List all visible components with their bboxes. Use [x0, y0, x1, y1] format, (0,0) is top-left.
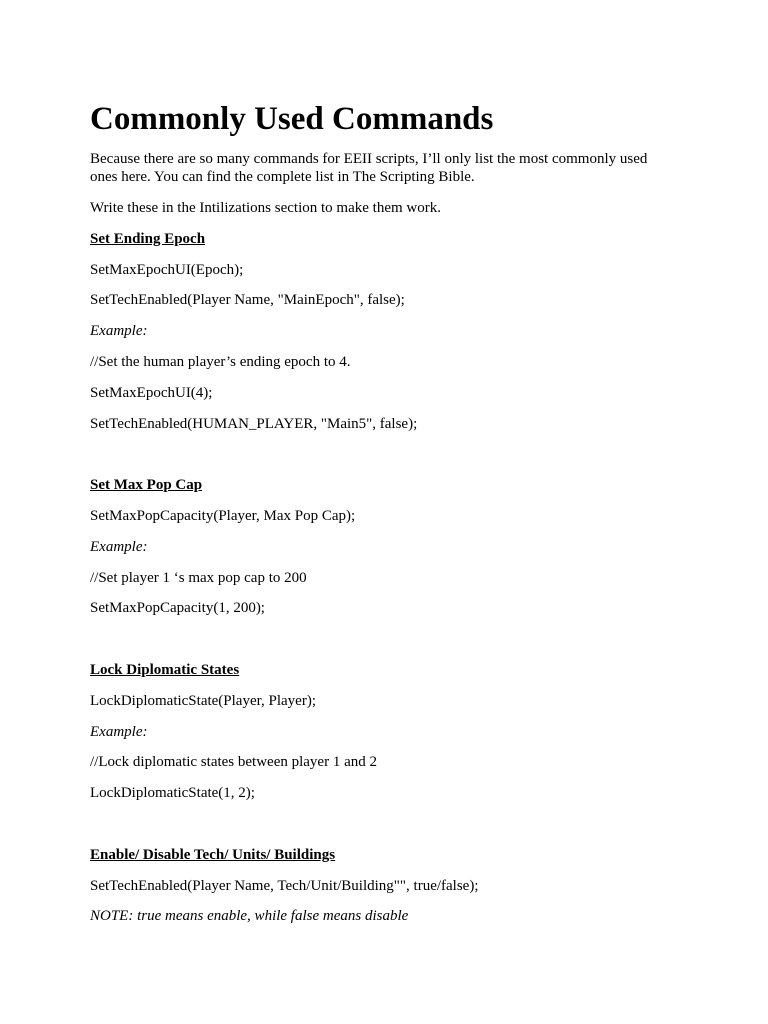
example-label: Example:: [90, 723, 148, 740]
section-spacer: [90, 630, 678, 661]
example-label: Example:: [90, 538, 148, 555]
command-line: SetTechEnabled(Player Name, Tech/Unit/Building"", true/false);: [90, 877, 479, 894]
command-line: LockDiplomaticState(Player, Player);: [90, 692, 316, 709]
page-title: Commonly Used Commands: [90, 101, 494, 137]
section-spacer: [90, 445, 678, 476]
section-spacer: [90, 815, 678, 846]
command-line: SetTechEnabled(Player Name, "MainEpoch", false);: [90, 292, 405, 309]
comment-line: //Set the human player’s ending epoch to 4.: [90, 353, 351, 370]
section-heading-ending-epoch: Set Ending Epoch: [90, 230, 206, 247]
example-label: Example:: [90, 323, 148, 340]
comment-line: //Lock diplomatic states between player 1 and 2: [90, 754, 377, 771]
section-heading-lock-diplomatic: Lock Diplomatic States: [90, 661, 240, 678]
section-heading-max-pop-cap: Set Max Pop Cap: [90, 477, 203, 494]
intro-paragraph: Because there are so many commands for EEII scripts, I’ll only list the most commonly used ones here. You can find the complete list in The Scripting Bible.: [90, 151, 648, 185]
command-line: SetMaxEpochUI(4);: [90, 384, 213, 401]
init-note: Write these in the Intilizations section to make them work.: [90, 200, 441, 216]
command-line: SetMaxPopCapacity(1, 200);: [90, 600, 265, 617]
command-line: SetTechEnabled(HUMAN_PLAYER, "Main5", false);: [90, 415, 418, 432]
command-line: LockDiplomaticState(1, 2);: [90, 785, 255, 802]
note-line: NOTE: true means enable, while false means disable: [90, 908, 409, 925]
section-heading-enable-disable: Enable/ Disable Tech/ Units/ Buildings: [90, 846, 336, 863]
command-line: SetMaxPopCapacity(Player, Max Pop Cap);: [90, 507, 356, 524]
comment-line: //Set player 1 ‘s max pop cap to 200: [90, 569, 307, 586]
command-line: SetMaxEpochUI(Epoch);: [90, 261, 244, 278]
